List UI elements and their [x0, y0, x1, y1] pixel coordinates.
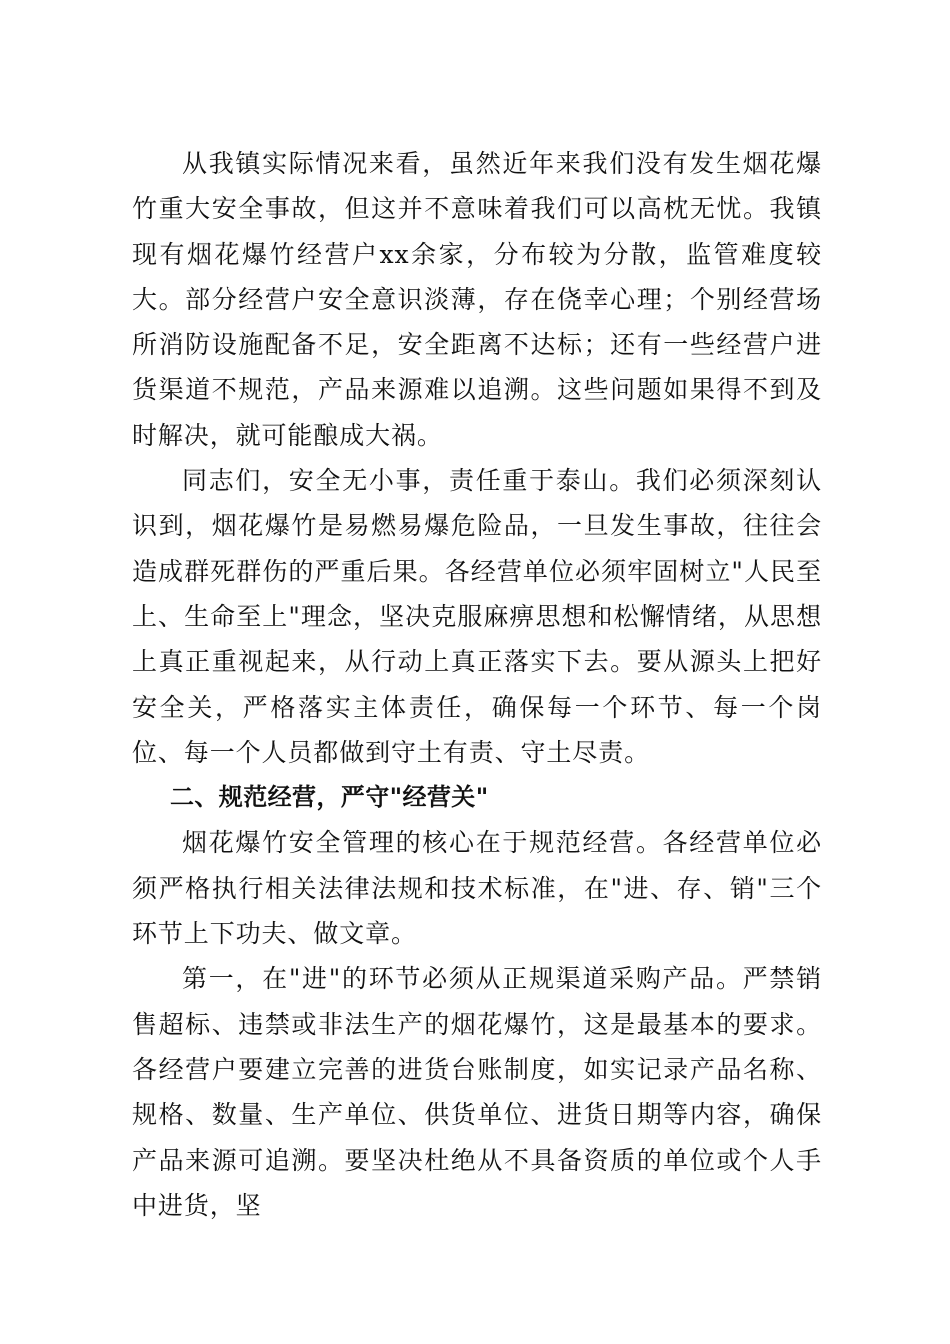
paragraph-purchasing: 第一，在"进"的环节必须从正规渠道采购产品。严禁销售超标、违禁或非法生产的烟花爆竹，这是最基本的要求。各经营户要建立完善的进货台账制度，如实记录产品名称、规格、数量、生产单位、供货单位、进货日期等内容，确保产品来源可追溯。要坚决杜绝从不具备资质的单位或个人手中进货，坚 — [132, 964, 822, 1220]
paragraph-standard-operation: 烟花爆竹安全管理的核心在于规范经营。各经营单位必须严格执行相关法律法规和技术标准，在"进、存、销"三个环节上下功夫、做文章。 — [132, 828, 822, 949]
paragraph-safety-responsibility: 同志们，安全无小事，责任重于泰山。我们必须深刻认识到，烟花爆竹是易燃易爆危险品，一旦发生事故，往往会造成群死群伤的严重后果。各经营单位必须牢固树立"人民至上、生命至上"理念，坚决克服麻痹思想和松懈情绪，从思想上真正重视起来，从行动上真正落实下去。要从源头上把好安全关，严格落实主体责任，确保每一个环节、每一个岗位、每一个人员都做到守土有责、守土尽责。 — [132, 466, 822, 767]
document-body — [132, 141, 822, 1228]
paragraph-current-situation: 从我镇实际情况来看，虽然近年来我们没有发生烟花爆竹重大安全事故，但这并不意味着我们可以高枕无忧。我镇现有烟花爆竹经营户xx余家，分布较为分散，监管难度较大。部分经营户安全意识淡薄，存在侥幸心理；个别经营场所消防设施配备不足，安全距离不达标；还有一些经营户进货渠道不规范，产品来源难以追溯。这些问题如果得不到及时解决，就可能酿成大祸。 — [132, 149, 822, 450]
section-heading: 二、规范经营，严守"经营关" — [170, 783, 489, 812]
